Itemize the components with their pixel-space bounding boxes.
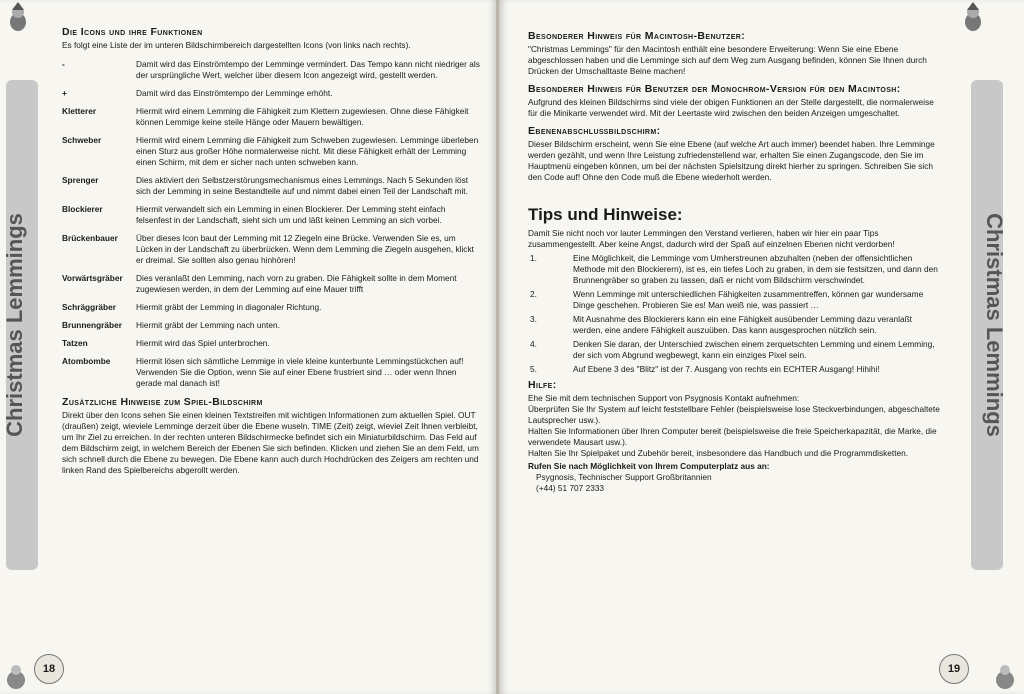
icon-entry — [62, 59, 482, 81]
tip-number: 4. — [530, 339, 537, 349]
left-page — [0, 0, 497, 694]
mono-body: Aufgrund des kleinen Bildschirms sind viele der obigen Funktionen an der Stelle dargestellt, die normalerweise für die Minikarte verwendet wird. Mit der Leertaste wird zwischen den beiden Anzeigen umgeschaltet. — [528, 97, 934, 118]
svg-text:Christmas Lemmings: Christmas Lemmings — [4, 213, 27, 437]
icon-entry-name: Schweber — [62, 135, 102, 145]
icon-entry — [62, 204, 482, 226]
icon-entry — [62, 175, 482, 197]
tip-number: 1. — [530, 253, 537, 263]
icon-entry — [62, 106, 482, 128]
svg-text:Christmas Lemmings: Christmas Lemmings — [982, 213, 1005, 437]
support-phone: (+44) 51 707 2333 — [536, 483, 605, 493]
icon-entry-description: Hiermit verwandelt sich ein Lemming in einen Blockierer. Der Lemming steht einfach felsenfest in der Landschaft, sieht sich um und läßt keinen Lemming an sich vorbei. — [136, 204, 446, 225]
icon-entry-name: Sprenger — [62, 175, 99, 185]
page-number-19: 19 — [939, 654, 969, 684]
tip-text: Denken Sie daran, der Unterschied zwischen einem zerquetschten Lemming und einem Lemming, der sich vom Abgrund wegbewegt, kann ein einziges Pixel sein. — [573, 339, 935, 360]
icon-entry — [62, 356, 482, 389]
icon-entry-description: Dies veranlaßt den Lemming, nach vorn zu graben. Die Fähigkeit sollte in dem Moment zugewiesen werden, in dem der Lemming auf eine Mauer trifft — [136, 273, 457, 294]
icon-entry — [62, 273, 482, 295]
lemming-corner-icon — [989, 660, 1021, 692]
icon-entry-description: Über dieses Icon baut der Lemming mit 12 Ziegeln eine Brücke. Verwenden Sie es, um Lücken in der Landschaft zu überbrücken. Wenn dem Lemming die Ziegeln ausgehen, klickt er dreimal. Sie sollten also genau hinhören! — [136, 233, 474, 265]
christmas-lemmings-banner — [969, 80, 1005, 570]
page-number-18: 18 — [34, 654, 64, 684]
lemming-corner-icon — [2, 660, 34, 692]
icon-entry-name: Brückenbauer — [62, 233, 118, 243]
icon-entry-name: Kletterer — [62, 106, 97, 116]
right-content — [528, 30, 940, 494]
help-line: Ehe Sie mit dem technischen Support von Psygnosis Kontakt aufnehmen: — [528, 393, 800, 403]
tip-list — [528, 253, 940, 375]
tip-item — [528, 289, 940, 311]
icon-entry-description: Damit wird das Einströmtempo der Lemminge erhöht. — [136, 88, 333, 98]
tip-number: 3. — [530, 314, 537, 324]
icon-entry-name: Schräggräber — [62, 302, 116, 312]
icon-entry — [62, 320, 482, 331]
mac-body: "Christmas Lemmings" für den Macintosh enthält eine besondere Erweiterung: Wenn Sie eine Ebene abgeschlossen haben und die Lemminge sich auf dem Weg zum Ausgang befinden, können Sie Ihnen durch Drücken der Umschalltaste Beine machen! — [528, 44, 927, 76]
icon-entry-name: Atombombe — [62, 356, 111, 366]
mono-heading: Besonderer Hinweis für Benutzer der Monochrom-Version für den Macintosh: — [528, 83, 901, 95]
help-list — [528, 393, 940, 459]
help-line: Überprüfen Sie Ihr System auf leicht feststellbare Fehler (beispielsweise lose Steckverbindungen, abgeschaltete Lautsprecher usw.). — [528, 404, 940, 425]
tip-text: Wenn Lemminge mit unterschiedlichen Fähigkeiten zusammentreffen, können gar wundersame Dinge geschehen. Probieren Sie es! Man weiß nie, was passiert … — [573, 289, 924, 310]
icon-entry — [62, 338, 482, 349]
lemming-mascot-icon — [957, 2, 989, 34]
icon-entry-name: Blockierer — [62, 204, 103, 214]
tips-intro: Damit Sie nicht noch vor lauter Lemmingen den Verstand verlieren, haben wir hier ein paar Tips zusammengestellt. Aber keine Angst, dadurch wird der Spaß auf einzelnen Ebenen nicht verdorben! — [528, 228, 895, 249]
tip-item — [528, 253, 940, 286]
tip-text: Mit Ausnahme des Blockierers kann ein eine Fähigkeit ausübender Lemming dazu veranlaßt werden, eine andere Fähigkeit auszuüben. Das kann ausgesprochen nützlich sein. — [573, 314, 912, 335]
left-content — [62, 26, 482, 476]
right-page — [499, 0, 1024, 694]
icon-entry-name: Vorwärtsgräber — [62, 273, 123, 283]
icon-entry — [62, 135, 482, 168]
icon-entry-description: Hiermit wird einem Lemming die Fähigkeit zum Schweben zugewiesen. Lemminge überleben einen Sturz aus großer Höhe normalerweise nicht. Mit diese Fähigkeit erhält der Lemming einen Schirm, mit dem er sicher nach unten schweben kann. — [136, 135, 479, 167]
icon-entry-description: Damit wird das Einströmtempo der Lemminge vermindert. Das Tempo kann nicht niedriger als der ursprüngliche Wert, welcher über diesem Icon angezeigt wird, gestellt werden. — [136, 59, 480, 80]
lemming-mascot-icon — [2, 2, 34, 34]
icon-entry-name: Brunnengräber — [62, 320, 122, 330]
tip-number: 2. — [530, 289, 537, 299]
tip-item — [528, 364, 940, 375]
icon-entry — [62, 88, 482, 99]
help-line: Halten Sie Informationen über Ihren Computer bereit (beispielsweise die freie Speicherkapazität, die Marke, die verwendete Mausart usw.). — [528, 426, 937, 447]
tip-text: Eine Möglichkeit, die Lemminge vom Umherstreunen abzuhalten (neben der offensichtlichen Methode mit den Blockierern), ist es, ein tiefes Loch zu graben, in dem sie festsitzen, und dann den Brunnengräber so graben zu lassen, daß er nicht vom Bildschirm verschwindet. — [573, 253, 938, 285]
level-end-heading: Ebenenabschlußbildschirm: — [528, 125, 661, 137]
icon-entry-description: Hiermit gräbt der Lemming in diagonaler Richtung. — [136, 302, 322, 312]
screen-notes-heading: Zusätzliche Hinweise zum Spiel-Bildschirm — [62, 396, 263, 408]
icon-entry-description: Hiermit wird das Spiel unterbrochen. — [136, 338, 270, 348]
help-heading: Hilfe: — [528, 379, 557, 391]
icon-entry-description: Hiermit lösen sich sämtliche Lemmige in viele kleine kunterbunte Lemmingstückchen auf! Verwenden Sie die Option, wenn Sie auf einer Ebene frustriert sind … oder wenn Ihnen gerade mal danach ist! — [136, 356, 464, 388]
tip-number: 5. — [530, 364, 537, 374]
tips-heading: Tips und Hinweise: — [528, 205, 683, 224]
tip-text: Auf Ebene 3 des "Blitz" ist der 7. Ausgang von rechts ein ECHTER Ausgang! Hihihi! — [573, 364, 880, 374]
screen-notes-body: Direkt über den Icons sehen Sie einen kleinen Textstreifen mit wichtigen Informationen zum aktuellen Spiel. OUT (draußen) zeigt, wieviele Lemminge derzeit über die Ebene wuseln. TIME (Zeit) zeigt, wieviel Zeit Ihnen verbleibt, um Ihr Ziel zu erreichen. In der rechten unteren Bildschirmecke befindet sich ein Miniaturbildschirm. Das Feld auf dem Bildschirm zeigt, in welchem Bereich der Ebenen Sie sich befinden. Klicken und ziehen Sie an dem Feld, um sich schnell durch die Ebene zu bewegen. Die Ebene kann auch durch Hochdrücken des Zeigers am rechten und linken Rand des Spielbereichs abgerollt werden. — [62, 410, 479, 475]
icon-entry-description: Hiermit wird einem Lemming die Fähigkeit zum Klettern zugewiesen. Ohne diese Fähigkeit können Lemmige keine steile Hänge oder Mauern bewältigen. — [136, 106, 469, 127]
help-line: Halten Sie Ihr Spielpaket und Zubehör bereit, insbesondere das Handbuch und die Programmdisketten. — [528, 448, 909, 458]
icon-entry-description: Dies aktiviert den Selbstzerstörungsmechanismus eines Lemmings. Nach 5 Sekunden löst sich der Lemming in seine Bestandteile auf und nimmt dabei einen Teil der Landschaft mit. — [136, 175, 469, 196]
christmas-lemmings-banner — [4, 80, 40, 570]
icons-intro: Es folgt eine Liste der im unteren Bildschirmbereich dargestellten Icons (von links nach rechts). — [62, 40, 411, 50]
icon-entry — [62, 233, 482, 266]
icons-heading: Die Icons und ihre Funktionen — [62, 26, 203, 38]
icon-entry-name: Tatzen — [62, 338, 88, 348]
tip-item — [528, 339, 940, 361]
support-name: Psygnosis, Technischer Support Großbritannien — [536, 472, 712, 482]
icon-entry-name: + — [62, 88, 67, 98]
icon-entry-name: - — [62, 59, 65, 69]
icon-list — [62, 59, 482, 389]
call-heading: Rufen Sie nach Möglichkeit von Ihrem Computerplatz aus an: — [528, 461, 770, 471]
mac-heading: Besonderer Hinweis für Macintosh-Benutzer: — [528, 30, 746, 42]
level-end-body: Dieser Bildschirm erscheint, wenn Sie eine Ebene (auf welche Art auch immer) beendet haben. Ihre Lemminge werden gezählt, und wenn Ihre Leistung zufriedenstellend war, erhalten Sie einen Zugangscode, den Sie im Hauptmenü eingeben können, um bei der nächsten Spielsitzung direkt hierher zu springen. Schreiben Sie sich den Code auf! Ohne den Code muß die Ebene wiederholt werden. — [528, 139, 935, 182]
icon-entry-description: Hiermit gräbt der Lemming nach unten. — [136, 320, 280, 330]
tip-item — [528, 314, 940, 336]
icon-entry — [62, 302, 482, 313]
